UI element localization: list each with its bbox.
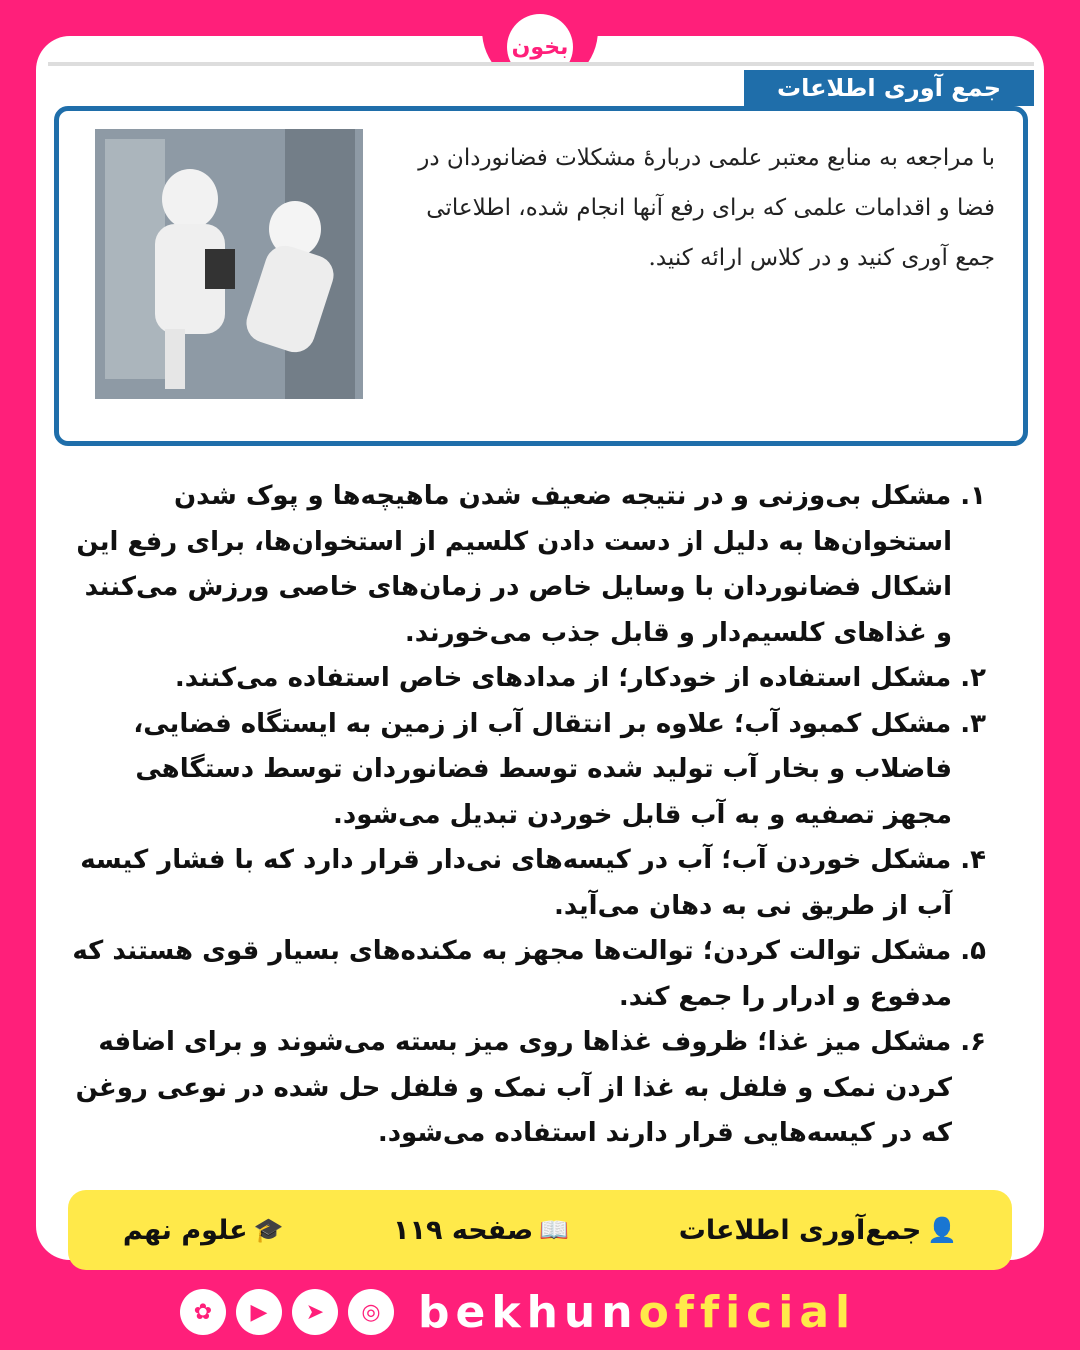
- list-item: ۱. مشکل بی‌وزنی و در نتیجه ضعیف شدن ماهیچه‌ها و پوک شدن استخوان‌ها به دلیل از دست دادن کلسیم از استخوان‌ها، برای رفع این اشکال فضانوردان با وسایل خاص در زمان‌های خاصی ورزش می‌کنند و غذاهای کلسیم‌دار و قابل جذب می‌خورند.: [76, 481, 986, 648]
- footer-subject: [123, 1215, 284, 1246]
- list-item: ۲. مشکل استفاده از خودکار؛ از مدادهای خاص استفاده می‌کنند.: [174, 663, 986, 693]
- answers-list: [70, 474, 986, 1157]
- astronauts-photo: [95, 129, 363, 399]
- section-title: جمع آوری اطلاعات: [744, 70, 1034, 106]
- footer-page: [393, 1215, 569, 1246]
- list-item: ۵. مشکل توالت کردن؛ توالت‌ها مجهز به مکنده‌های بسیار قوی هستند که مدفوع و ادرار را جمع کند.: [72, 936, 986, 1012]
- list-item: ۶. مشکل میز غذا؛ ظروف غذاها روی میز بسته می‌شوند و برای اضافه کردن نمک و فلفل به غذا از آب نمک و فلفل حل شده در نوعی روغن که در کیسه‌هایی قرار دارند استفاده می‌شود.: [75, 1027, 986, 1148]
- telegram-icon[interactable]: ➤: [292, 1289, 338, 1335]
- person-icon: 👤: [927, 1216, 958, 1244]
- brand-part-2: official: [638, 1286, 857, 1338]
- textbook-excerpt: [48, 62, 1034, 444]
- brand-part-1: bekhun: [418, 1286, 639, 1338]
- aparat-icon[interactable]: ✿: [180, 1289, 226, 1335]
- book-open-icon: 📖: [539, 1216, 570, 1244]
- footer-subject-label: علوم نهم: [122, 1214, 248, 1246]
- textbook-paragraph: با مراجعه به منابع معتبر علمی دربارهٔ مشکلات فضانوردان در فضا و اقدامات علمی که برای رفع آنها انجام شده، اطلاعاتی جمع آوری کنید و در کلاس ارائه کنید.: [418, 145, 995, 271]
- youtube-icon[interactable]: ▶: [236, 1289, 282, 1335]
- list-item: ۴. مشکل خوردن آب؛ آب در کیسه‌های نی‌دار قرار دارد که با فشار کیسه آب از طریق نی به دهان می‌آید.: [80, 845, 986, 921]
- instagram-icon[interactable]: ◎: [348, 1289, 394, 1335]
- footer-page-label: صفحه ۱۱۹: [393, 1214, 534, 1246]
- graduation-cap-icon: 🎓: [253, 1216, 284, 1244]
- social-bar: [180, 1284, 900, 1340]
- list-item: ۳. مشکل کمبود آب؛ علاوه بر انتقال آب از زمین به ایستگاه فضایی، فاضلاب و بخار آب تولید شده توسط فضانوردان توسط دستگاهی مجهز تصفیه و به آب قابل خوردن تبدیل می‌شود.: [133, 708, 986, 830]
- brand-handle[interactable]: [418, 1287, 856, 1338]
- footer-topic: [679, 1215, 958, 1246]
- footer-bar: [68, 1190, 1012, 1270]
- footer-topic-label: جمع‌آوری اطلاعات: [678, 1214, 922, 1246]
- bekhun-logo[interactable]: بخون: [507, 14, 573, 80]
- textbook-frame: [54, 106, 1028, 446]
